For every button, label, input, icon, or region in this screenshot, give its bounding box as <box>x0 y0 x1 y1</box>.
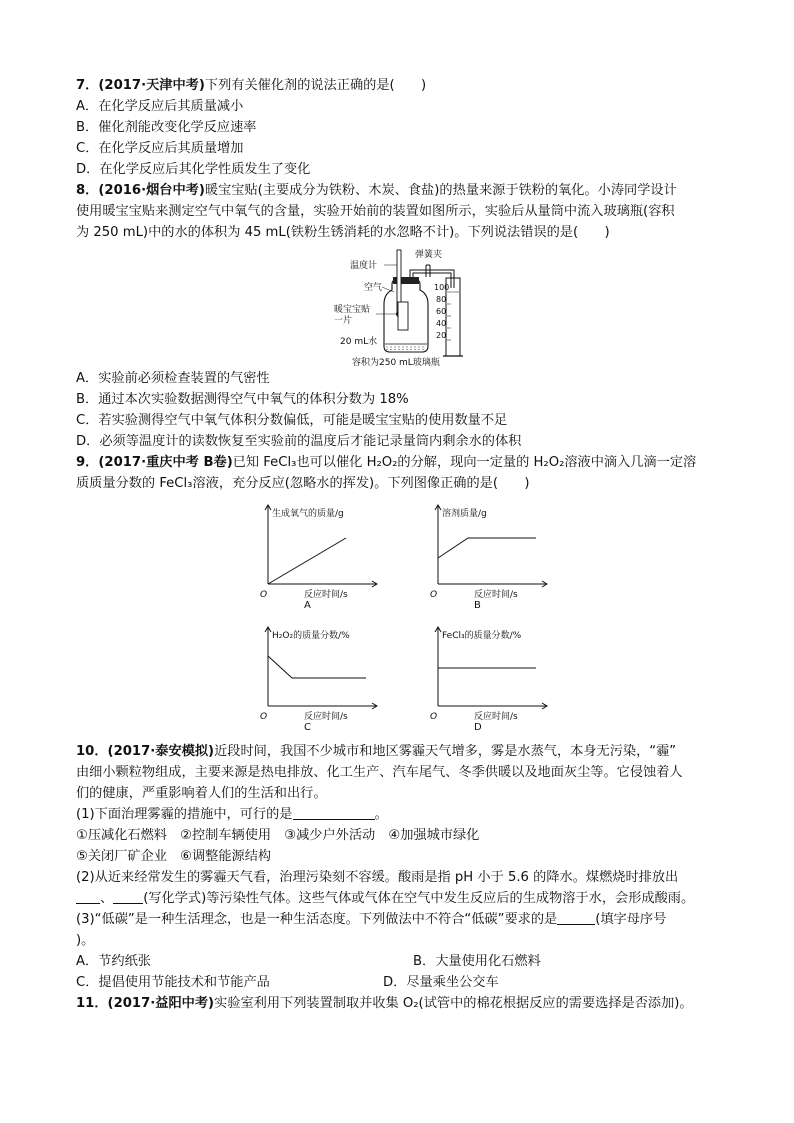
graph-c-ylabel: H₂O₂的质量分数/% <box>272 631 350 641</box>
label-thermometer: 温度计 <box>350 261 378 271</box>
apparatus-figure <box>330 248 480 368</box>
answer-blank-2[interactable] <box>76 890 100 904</box>
answer-blank-1[interactable] <box>293 806 375 820</box>
graph-d <box>428 622 558 734</box>
warmer-patch <box>398 302 408 330</box>
graph-c-origin: O <box>260 712 268 722</box>
q7-stem: 7．(2017·天津中考)下列有关催化剂的说法正确的是( ) <box>76 78 427 93</box>
graph-a-curve <box>268 538 346 584</box>
scale-60: 60 <box>436 307 447 316</box>
q9-stem-line2: 质质量分数的 FeCl₃溶液，充分反应(忽略水的挥发)。下列图像正确的是( ) <box>76 476 530 491</box>
q8-option-c: C．若实验测得空气中氧气体积分数偏低，可能是暖宝宝贴的使用数量不足 <box>76 413 508 428</box>
q10-part3-line1: (3)“低碳”是一种生活理念，也是一种生活态度。下列做法中不符合“低碳”要求的是 (填字母序号 <box>76 912 667 927</box>
q10-option-a: A．节约纸张 <box>76 954 151 969</box>
q10-option-c: C．提倡使用节能技术和节能产品 <box>76 975 270 990</box>
label-clamp: 弹簧夹 <box>415 250 443 260</box>
graph-a-xlabel: 反应时间/s <box>304 590 348 600</box>
graph-c-curve <box>268 656 366 678</box>
q7-option-c: C．在化学反应后其质量增加 <box>76 141 244 156</box>
scale-40: 40 <box>436 319 447 328</box>
q7-option-d: D．在化学反应后其化学性质发生了变化 <box>76 162 311 177</box>
q8-option-a: A．实验前必须检查装置的气密性 <box>76 371 270 386</box>
q10-part2-line2: 、 (写化学式)等污染性气体。这些气体或气体在空气中发生反应后的生成物溶于水，会形成酸雨。 <box>76 890 694 908</box>
graph-b-curve <box>438 538 536 558</box>
graph-b-letter: B <box>474 600 481 611</box>
graph-d-ylabel: FeCl₃的质量分数/% <box>442 631 522 641</box>
label-water: 20 mL水 <box>340 337 378 347</box>
graph-b <box>428 500 558 612</box>
q10-intro-line1: 10．(2017·泰安模拟)近段时间，我国不少城市和地区雾霾天气增多，雾是水蒸气，本身无污染，“霾” <box>76 744 677 759</box>
answer-blank-4[interactable] <box>557 911 595 925</box>
q8-stem-line1: 8．(2016·烟台中考)暖宝宝贴(主要成分为铁粉、木炭、食盐)的热量来源于铁粉的氧化。小涛同学设计 <box>76 183 677 198</box>
q10-part1-options-1: ①压减化石燃料 ②控制车辆使用 ③减少户外活动 ④加强城市绿化 <box>76 828 480 843</box>
q10-part3-line2: )。 <box>76 933 95 948</box>
graph-a-ylabel: 生成氧气的质量/g <box>272 509 344 519</box>
label-warmer-2: 一片 <box>334 316 353 326</box>
q11-stem: 11．(2017·益阳中考)实验室利用下列装置制取并收集 O₂(试管中的棉花根据反应的需要选择是否添加)。 <box>76 996 693 1011</box>
graph-a-letter: A <box>304 600 311 611</box>
graph-d-origin: O <box>430 712 438 722</box>
q7-option-b: B．催化剂能改变化学反应速率 <box>76 120 257 135</box>
scale-80: 80 <box>436 295 447 304</box>
q10-intro-line2: 由细小颗粒物组成，主要来源是热电排放、化工生产、汽车尾气、冬季供暖以及地面灰尘等。它侵蚀着人 <box>76 765 683 780</box>
label-air: 空气 <box>364 283 383 293</box>
scale-20: 20 <box>436 331 447 340</box>
graph-c <box>258 622 388 734</box>
q9-stem-line1: 9．(2017·重庆中考 B卷)已知 FeCl₃也可以催化 H₂O₂的分解，现向一定量的 H₂O₂溶液中滴入几滴一定溶 <box>76 455 697 470</box>
label-warmer-1: 暖宝宝贴 <box>334 305 371 315</box>
graph-a-origin: O <box>260 590 268 600</box>
figure-caption: 容积为250 mL玻璃瓶 <box>352 358 440 368</box>
graph-b-origin: O <box>430 590 438 600</box>
q10-part1: (1)下面治理雾霾的措施中，可行的是 。 <box>76 807 388 822</box>
q8-option-d: D．必须等温度计的读数恢复至实验前的温度后才能记录量筒内剩余水的体积 <box>76 434 522 449</box>
graph-b-xlabel: 反应时间/s <box>474 590 518 600</box>
q7-option-a: A．在化学反应后其质量减小 <box>76 99 244 114</box>
graph-c-letter: C <box>304 722 311 733</box>
q10-part1-options-2: ⑤关闭厂矿企业 ⑥调整能源结构 <box>76 849 272 864</box>
graph-c-xlabel: 反应时间/s <box>304 712 348 722</box>
q10-option-b: B．大量使用化石燃料 <box>413 954 541 969</box>
scale-100: 100 <box>434 283 450 292</box>
answer-blank-3[interactable] <box>113 890 143 904</box>
graph-d-xlabel: 反应时间/s <box>474 712 518 722</box>
q10-option-d: D．尽量乘坐公交车 <box>383 975 499 990</box>
graph-a <box>258 500 388 612</box>
q10-intro-line3: 们的健康，严重影响着人们的生活和出行。 <box>76 786 327 801</box>
graph-b-ylabel: 溶剂质量/g <box>442 509 487 519</box>
graph-d-letter: D <box>474 722 482 733</box>
q8-stem-line3: 为 250 mL)中的水的体积为 45 mL(铁粉生锈消耗的水忽略不计)。下列说法错误的是( ) <box>76 225 610 240</box>
q10-part2-line1: (2)从近来经常发生的雾霾天气看，治理污染刻不容缓。酸雨是指 pH 小于 5.6 的降水。煤燃烧时排放出 <box>76 870 679 885</box>
q8-stem-line2: 使用暖宝宝贴来测定空气中氧气的含量，实验开始前的装置如图所示，实验后从量筒中流入玻璃瓶(容积 <box>76 204 675 219</box>
spring-clamp <box>426 265 430 277</box>
water-in-bottle <box>386 347 426 350</box>
q8-option-b: B．通过本次实验数据测得空气中氧气的体积分数为 18% <box>76 392 409 407</box>
